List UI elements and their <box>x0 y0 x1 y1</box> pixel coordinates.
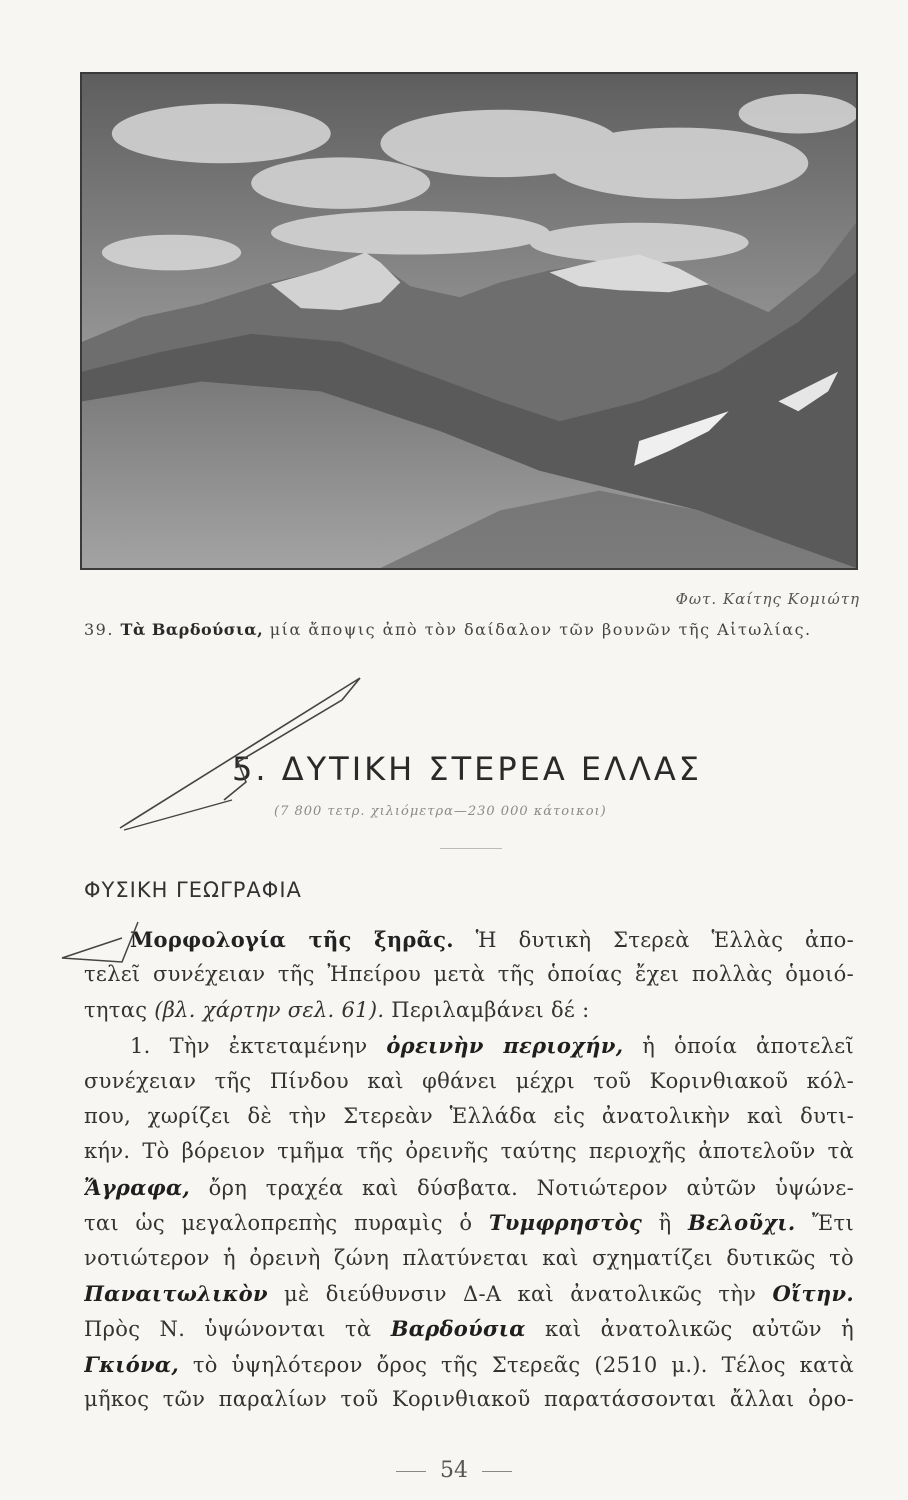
subsection-title: ΦΥΣΙΚΗ ΓΕΩΓΡΑΦΙΑ <box>84 878 302 902</box>
text-span: Ἔτι <box>812 1211 854 1236</box>
text-span: ται ὡς μεγαλοπρεπὴς πυραμὶς ὁ <box>84 1211 473 1236</box>
mountain-photograph <box>80 72 858 570</box>
paragraph-lead: Μορφολογία τῆς ξηρᾶς. <box>130 927 454 952</box>
emphasis-term: Ἄγραφα, <box>84 1174 191 1200</box>
text-span: Ἡ δυτικὴ Στερεὰ Ἑλλὰς ἀπο- <box>475 928 854 952</box>
emphasis-term: Γκιόνα, <box>84 1351 179 1377</box>
emphasis-term: Παναιτωλικὸν <box>84 1280 268 1306</box>
caption-title: Τὰ Βαρδούσια, <box>120 620 264 639</box>
mountain-landscape-image <box>82 74 856 568</box>
text-line: μῆκος τῶν παραλίων τοῦ Κορινθιακοῦ παρατάσσονται ἄλλαι ὀρο- <box>84 1387 854 1412</box>
figure-caption <box>84 620 864 639</box>
text-span: τὸ ὑψηλότερον ὄρος τῆς Στερεᾶς (2510 μ.). Τέλος κατὰ <box>192 1352 854 1377</box>
text-line <box>84 1276 854 1311</box>
text-span: ὄρη τραχέα καὶ δύσβατα. Νοτιώτερον αὐτῶν ὑψώνε- <box>208 1175 854 1200</box>
section-heading: 5. ΔΥΤΙΚΗ ΣΤΕΡΕΑ ΕΛΛΑΣ <box>232 750 703 788</box>
text-line <box>84 1028 854 1063</box>
page-number <box>0 1458 908 1483</box>
body-text <box>84 922 854 1417</box>
text-span: καὶ ἀνατολικῶς αὐτῶν ἡ <box>544 1317 854 1342</box>
emphasis-term: Οἴτην. <box>772 1280 854 1306</box>
emphasis-term: Βελοῦχι. <box>688 1210 796 1236</box>
map-reference: (βλ. χάρτην σελ. 61). <box>154 997 385 1022</box>
text-line <box>84 993 854 1028</box>
text-span: ἡ ὁποία ἀποτελεῖ <box>642 1034 854 1059</box>
page-number-value: 54 <box>440 1458 468 1483</box>
text-line <box>84 1347 854 1382</box>
text-span: Πρὸς Ν. ὑψώνονται τὰ <box>84 1317 372 1342</box>
caption-number: 39. <box>84 620 114 639</box>
text-line <box>84 1311 854 1346</box>
text-span: μὲ διεύθυνσιν Δ-Α καὶ ἀνατολικῶς τὴν <box>284 1281 757 1306</box>
emphasis-term: Τυμφρηστὸς <box>488 1210 643 1236</box>
divider <box>440 848 502 849</box>
text-line: συνέχειαν τῆς Πίνδου καὶ φθάνει μέχρι τοῦ Κορινθιακοῦ κόλ- <box>84 1068 854 1093</box>
section-subheading: (7 800 τετρ. χιλιόμετρα—230 000 κάτοικοι) <box>274 804 607 819</box>
text-span: Περιλαμβάνει δέ : <box>391 997 590 1022</box>
dash-right <box>482 1471 512 1472</box>
emphasis-term: ὀρεινὴν περιοχήν, <box>386 1033 624 1059</box>
text-line: νοτιώτερον ἡ ὀρεινὴ ζώνη πλατύνεται καὶ σχηματίζει δυτικῶς τὸ <box>84 1245 854 1270</box>
text-span: ἢ <box>658 1211 672 1236</box>
caption-text: μία ἄποψις ἀπὸ τὸν δαίδαλον τῶν βουνῶν τῆς Αἰτωλίας. <box>269 620 812 639</box>
text-line <box>84 1205 854 1240</box>
text-span: τητας <box>84 997 148 1022</box>
text-line: κήν. Τὸ βόρειον τμῆμα τῆς ὀρεινῆς ταύτης περιοχῆς ἀποτελοῦν τὰ <box>84 1139 854 1164</box>
photo-credit: Φωτ. Καίτης Κομιώτη <box>675 590 860 608</box>
text-line: που, χωρίζει δὲ τὴν Στερεὰν Ἑλλάδα εἰς ἀνατολικὴν καὶ δυτι- <box>84 1103 854 1128</box>
emphasis-term: Βαρδούσια <box>390 1316 526 1342</box>
text-span: 1. Τὴν ἐκτεταμένην <box>130 1034 368 1059</box>
dash-left <box>396 1471 426 1472</box>
text-line <box>84 922 854 957</box>
text-line <box>84 1170 854 1205</box>
text-line: τελεῖ συνέχειαν τῆς Ἠπείρου μετὰ τῆς ὁποίας ἔχει πολλὰς ὁμοιό- <box>84 962 854 987</box>
